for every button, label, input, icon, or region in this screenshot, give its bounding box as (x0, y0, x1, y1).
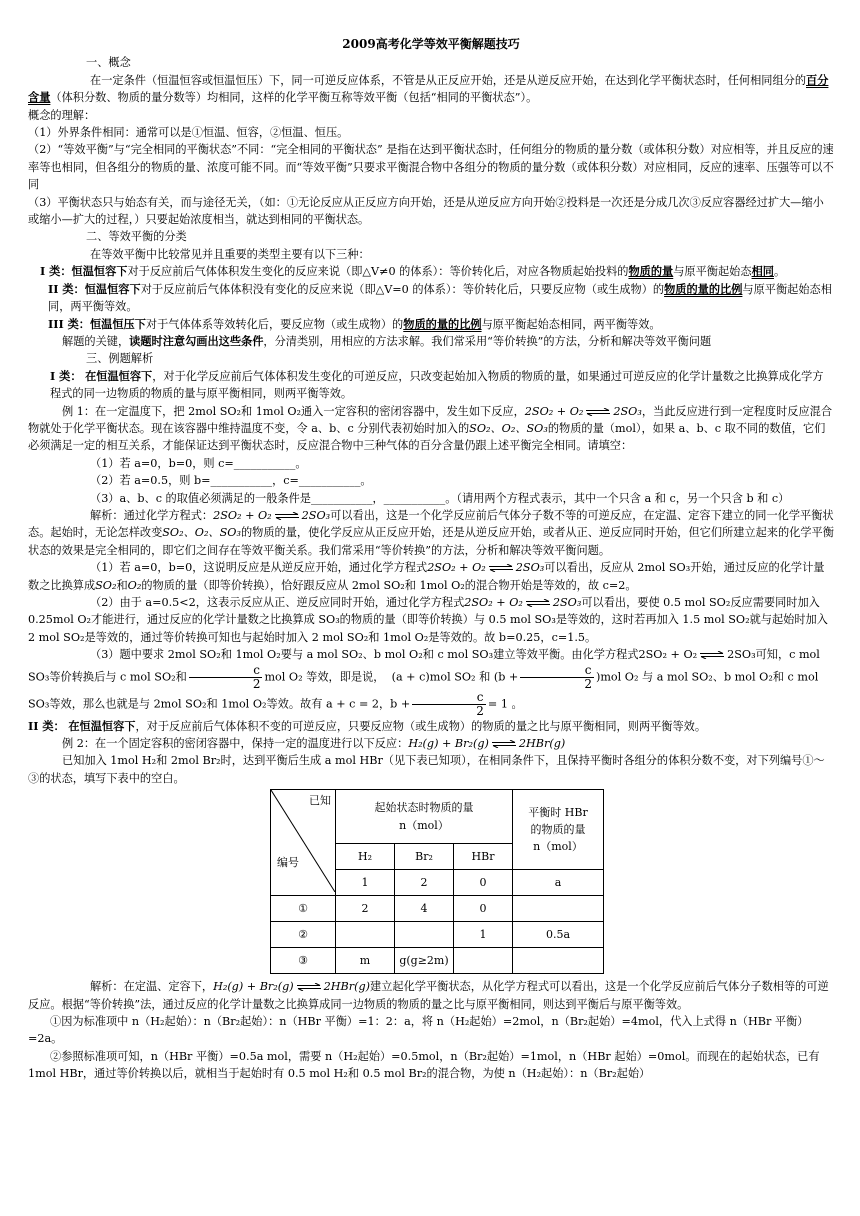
table-row-label: ② (271, 922, 336, 948)
section-3-heading: 三、例题解析 (86, 352, 154, 366)
table-known-label: 已知 (309, 794, 331, 808)
understanding-item-2: （2）“等效平衡”与“完全相同的平衡状态”不同：“完全相同的平衡状态” 是指在达到平衡状态时，任何组分的物质的量分数（或体积分数）对应相等，并且反应的速率等也相同，但各组分的物质的量、浓度可能不同。而“等效平衡”只要求平衡混合物中各组分的物质的量分数（或体积分数）对应相同，反应的速率、压强等可以不同 (28, 143, 834, 192)
equilibrium-arrow-icon (488, 564, 514, 572)
table-cell (513, 948, 604, 974)
table-row (271, 896, 604, 922)
fraction-c-over-2: $\frac{c}{2}$ (412, 691, 486, 718)
table-col-h2: H₂ (336, 844, 395, 870)
section-1-heading: 一、概念 (86, 56, 131, 70)
table-col-hbr: HBr (454, 844, 513, 870)
equilibrium-arrow-icon (525, 599, 551, 607)
table-start-header: 起始状态时物质的量 n（mol） (336, 790, 513, 844)
table-cell (336, 922, 395, 948)
key-paragraph: 解题的关键，读题时注意勾画出这些条件，分清类别，用相应的方法求解。我们常采用“等价转换”的方法，分析和解决等效平衡问题 (62, 333, 712, 348)
equilibrium-arrow-icon (585, 408, 611, 416)
equilibrium-arrow-icon (491, 740, 517, 748)
document-title: 2009高考化学等效平衡解题技巧 (342, 37, 520, 51)
example-1-analysis-part-2: （2）由于 a=0.5<2，这表示反应从正、逆反应同时开始，通过化学方程式2SO₂ + O₂ 2SO₃可以看出，要使 0.5 mol SO₂反应需要同时加入 0.25mol O₂才能进行，通过反应的化学计量数之比换算成 SO₃的物质的量（即等价转换）与 0.5 mol SO₃是等效的，这时若再加入 1.5 mol SO₂就与起始时加入 2 mol SO₂是等效的，通过等价转换可知也与起始时加入 2 mol SO₂和 1mol O₂是等效的。故 b=0.25，c=1.5。 (28, 596, 828, 644)
example-1-question-1: （1）若 a=0，b=0，则 c=___________。 (90, 456, 307, 470)
example-2-description: 已知加入 1mol H₂和 2mol Br₂时，达到平衡后生成 a mol HBr（见下表已知项），在相同条件下，且保持平衡时各组分的体积分数不变，对下列编号①～③的状态，填写下表中的空白。 (28, 754, 825, 785)
example-2-analysis-part-2: ②参照标准项可知，n（HBr 平衡）=0.5a mol，需要 n（H₂起始）=0.5mol，n（Br₂起始）=1mol，n（HBr 起始）=0mol。而现在的起始状态，已有 1mol HBr，通过等价转换以后，就相当于起始时有 0.5 mol H₂和 0.5 mol Br₂的混合物，为使 n（H₂起始）：n（Br₂起始） (28, 1049, 820, 1081)
emphasis-percent-content: 百分含量 (28, 72, 829, 105)
example-type-1-intro: I 类： 在恒温恒容下，对于化学反应前后气体体积发生变化的可逆反应，只改变起始加入物质的物质的量，如果通过可逆反应的化学计量数之比换算成化学方程式的同一边物质的物质的量与原平衡相同，则两平衡等效。 (50, 368, 824, 401)
table-cell: 0 (454, 870, 513, 896)
table-cell (513, 896, 604, 922)
table-cell (395, 922, 454, 948)
table-row-label: ① (271, 896, 336, 922)
table-cell: 0.5a (513, 922, 604, 948)
table-cell: 1 (454, 922, 513, 948)
equilibrium-table (270, 789, 604, 974)
example-1-question-3: （3）a、b、c 的取值必须满足的一般条件是___________，___________。（请用两个方程式表示，其中一个只含 a 和 c，另一个只含 b 和 c） (90, 491, 790, 505)
fraction-c-over-2: $\frac{c}{2}$ (520, 664, 594, 691)
table-cell: 4 (395, 896, 454, 922)
concept-paragraph: 在一定条件（恒温恒容或恒温恒压）下，同一可逆反应体系，不管是从正反应开始，还是从逆反应开始，在达到化学平衡状态时，任何相同组分的百分含量（体积分数、物质的量分数等）均相同，这样的化学平衡互称等效平衡（包括“相同的平衡状态”）。 (28, 72, 829, 105)
table-cell: 2 (395, 870, 454, 896)
table-cell: 1 (336, 870, 395, 896)
type-2-paragraph: II 类：恒温恒容下对于反应前后气体体积没有变化的反应来说（即△V=0 的体系）：等价转化后，只要反应物（或生成物）的物质的量的比例与原平衡起始态相同，两平衡等效。 (48, 281, 832, 314)
type-3-paragraph: III 类：恒温恒压下对于气体体系等效转化后，要反应物（或生成物）的物质的量的比例与原平衡起始态相同，两平衡等效。 (48, 316, 661, 331)
example-1-question-2: （2）若 a=0.5，则 b=___________，c=___________。 (90, 474, 372, 488)
example-2-analysis: 解析：在定温、定容下，H₂(g) + Br₂(g) 2HBr(g)建立起化学平衡状态，从化学方程式可以看出，这是一个化学反应前后气体分子数相等的可逆反应。根据“等价转换”法，通过反应的化学计量数之比换算成同一边物质的物质的量之比与原平衡相同，则达到平衡后与原平衡等效。 (28, 980, 829, 1011)
example-2-problem: 例 2：在一个固定容积的密闭容器中，保持一定的温度进行以下反应：H₂(g) + Br₂(g) 2HBr(g) (62, 737, 566, 751)
table-eq-header: 平衡时 HBr 的物质的量 n（mol） (513, 790, 604, 870)
table-corner-cell (271, 790, 336, 896)
example-1-analysis-part-3: （3）题中要求 2mol SO₂和 1mol O₂要与 a mol SO₂、b mol O₂和 c mol SO₃建立等效平衡。由化学方程式2SO₂ + O₂ 2SO₃可知，c mol SO₃等价转换后与 c mol SO₂和 $\frac{c}{2}$ mol O₂ 等效，即是说， (a + c)mol SO₂ 和 (b + $\frac{c}{2}$ )mol O₂ 与 a mol SO₂、b mol O₂和 c mol SO₃等效，那么也就是与 2mol SO₂和 1mol O₂等效。故有 a + c = 2，b + $\frac{c}{2}$ = 1 。 (28, 648, 820, 718)
table-col-br2: Br₂ (395, 844, 454, 870)
table-cell: a (513, 870, 604, 896)
section-2-heading: 二、等效平衡的分类 (86, 230, 187, 244)
fraction-c-over-2: $\frac{c}{2}$ (189, 664, 263, 691)
concept-understanding-label: 概念的理解： (28, 108, 96, 122)
table-cell: 2 (336, 896, 395, 922)
table-cell: 0 (454, 896, 513, 922)
type-1-paragraph: I 类：恒温恒容下对于反应前后气体体积发生变化的反应来说（即△V≠0 的体系）：等价转化后，对应各物质起始投料的物质的量与原平衡起始态相同。 (40, 264, 786, 279)
table-row (271, 922, 604, 948)
equilibrium-arrow-icon (274, 512, 300, 520)
table-cell: g(g≥2m) (395, 948, 454, 974)
table-row (271, 948, 604, 974)
table-cell (454, 948, 513, 974)
table-cell: m (336, 948, 395, 974)
example-type-2-intro: II 类： 在恒温恒容下，对于反应前后气体体积不变的可逆反应，只要反应物（或生成物）的物质的量之比与原平衡相同，则两平衡等效。 (28, 718, 707, 733)
table-number-label: 编号 (277, 856, 299, 870)
understanding-item-1: （1）外界条件相同：通常可以是①恒温、恒容，②恒温、恒压。 (28, 126, 349, 140)
example-1-analysis-part-1: （1）若 a=0，b=0，这说明反应是从逆反应开始，通过化学方程式2SO₂ + O₂ 2SO₃可以看出，反应从 2mol SO₃开始，通过反应的化学计量数之比换算成SO₂和O₂的物质的量（即等价转换），恰好跟反应从 2mol SO₂和 1mol O₂的混合物开始是等效的，故 c=2。 (28, 561, 825, 592)
understanding-item-3: （3）平衡状态只与始态有关，而与途径无关，（如：①无论反应从正反应方向开始，还是从逆反应方向开始②投料是一次还是分成几次③反应容器经过扩大—缩小或缩小—扩大的过程，）只要起始浓度相当，就达到相同的平衡状态。 (28, 195, 824, 227)
table-row-label: ③ (271, 948, 336, 974)
example-1-problem: 例 1：在一定温度下，把 2mol SO₂和 1mol O₂通入一定容积的密闭容器中，发生如下反应，2SO₂ + O₂ 2SO₃，当此反应进行到一定程度时反应混合物就处于化学平衡状态。现在该容器中维持温度不变，令 a、b、c 分别代表初始时加入的SO₂、O₂、SO₃的物质的量（mol），如果 a、b、c 取不同的数值，它们必须满足一定的相互关系，才能保证达到平衡状态时，反应混合物中三种气体的百分含量仍跟上述平衡完全相同。请填空： (28, 404, 833, 453)
example-1-analysis: 解析：通过化学方程式：2SO₂ + O₂ 2SO₃可以看出，这是一个化学反应前后气体分子数不等的可逆反应，在定温、定容下建立的同一化学平衡状态。起始时，无论怎样改变SO₂、O₂、SO₃的物质的量，使化学反应从正反应开始，还是从逆反应开始，或者从正、逆反应同时开始，但它们所建立起来的化学平衡状态的效果是完全相同的，即它们之间存在等效平衡关系。我们常采用“等价转换”的方法，分析和解决等效平衡问题。 (28, 508, 834, 557)
section-2-intro: 在等效平衡中比较常见并且重要的类型主要有以下三种： (90, 247, 370, 261)
equilibrium-arrow-icon (296, 983, 322, 991)
example-2-analysis-part-1: ①因为标准项中 n（H₂起始）：n（Br₂起始）：n（HBr 平衡）=1：2：a，将 n（H₂起始）=2mol，n（Br₂起始）=4mol，代入上式得 n（HBr 平衡）=2a。 (28, 1015, 809, 1046)
equilibrium-arrow-icon (699, 651, 725, 659)
